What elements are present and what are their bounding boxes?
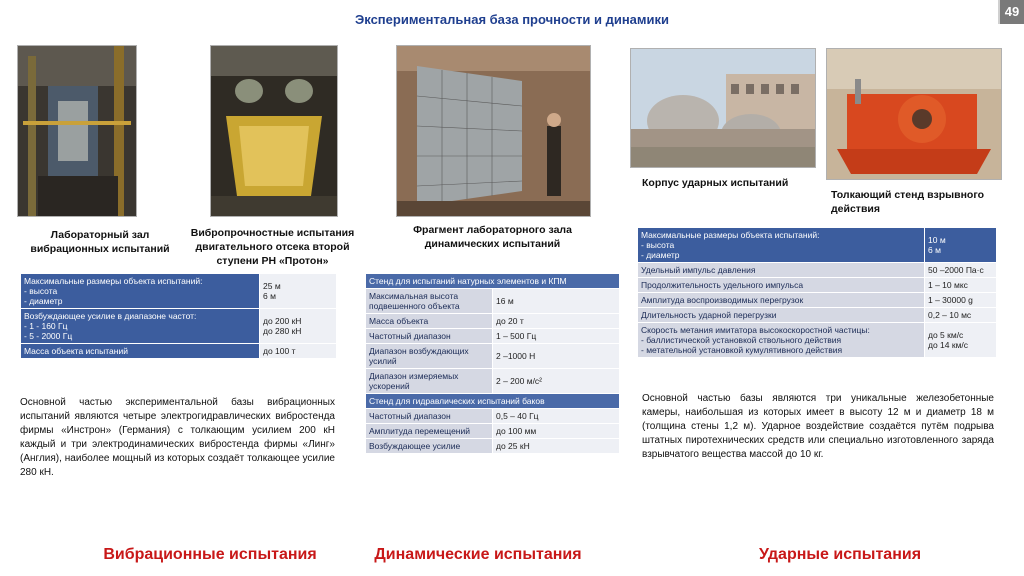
vibration-description: Основной частью экспериментальной базы вибрационных испытаний являются четыре электрогидравлических вибростенда фирмы «Инстрон» (Германия) с толкающим усилием 200 кН каждый и три электродинамических вибростенда фирмы «Линг» (Англия), наиболее мощный из которых создаёт толкающее усилие 280 кН. <box>20 397 335 478</box>
table-header: Стенд для гидравлических испытаний баков <box>366 394 620 409</box>
spec-key: Удельный импульс давления <box>638 263 925 278</box>
table-row <box>21 309 337 344</box>
table-row <box>638 263 997 278</box>
vibration-hall-photo <box>17 45 137 217</box>
table-row <box>366 314 620 329</box>
spec-key: Амплитуда перемещений <box>366 424 493 439</box>
table-row <box>638 293 997 308</box>
page-number-badge: 49 <box>998 0 1024 24</box>
spec-value: 25 м 6 м <box>260 274 337 309</box>
table-row <box>366 439 620 454</box>
spec-value: 0,2 – 10 мс <box>925 308 997 323</box>
table-row <box>366 369 620 394</box>
table-header-row <box>366 394 620 409</box>
spec-key: Частотный диапазон <box>366 329 493 344</box>
spec-value: до 100 т <box>260 344 337 359</box>
explosive-stand-caption: Толкающий стенд взрывного действия <box>831 189 984 215</box>
dynamics-stand-table <box>365 273 620 454</box>
slide-title: Экспериментальная база прочности и динамики <box>354 12 670 27</box>
spec-key: Амплитуда воспроизводимых перегрузок <box>638 293 925 308</box>
spec-key: Длительность ударной перегрузки <box>638 308 925 323</box>
spec-key: Масса объекта <box>366 314 493 329</box>
spec-key: Максимальная высота подвешенного объекта <box>366 289 493 314</box>
spec-key: Диапазон возбуждающих усилий <box>366 344 493 369</box>
dynamics-hall-photo <box>396 45 591 217</box>
vibration-section-label: Вибрационные испытания <box>103 546 317 563</box>
shock-building-caption: Корпус ударных испытаний <box>642 177 789 189</box>
spec-value: 16 м <box>493 289 620 314</box>
table-row <box>366 344 620 369</box>
spec-key: Возбуждающее усилие в диапазоне частот: - 1 - 160 Гц - 5 - 2000 Гц <box>21 309 260 344</box>
table-row <box>638 228 997 263</box>
spec-value: 10 м 6 м <box>925 228 997 263</box>
proton-stage-photo <box>210 45 338 217</box>
spec-key: Максимальные размеры объекта испытаний: - высота - диаметр <box>21 274 260 309</box>
shock-section-label: Ударные испытания <box>758 546 922 563</box>
vibration-spec-table <box>20 273 337 359</box>
table-row <box>638 308 997 323</box>
spec-value: до 25 кН <box>493 439 620 454</box>
table-row <box>366 329 620 344</box>
vibration-hall-caption: Лабораторный зал вибрационных испытаний <box>30 229 170 255</box>
table-row <box>21 274 337 309</box>
shock-description: Основной частью базы являются три уникальные железобетонные камеры, наибольшая из которых имеет в высоту 12 м и диаметр 18 м (толщина стены 1,2 м). Ударное воздействие создаётся путём подрыва штатных пиротехнических средств или специально изготовленного заряда взрывчатого вещества массой до 10 кг. <box>642 393 994 460</box>
table-header-row <box>366 274 620 289</box>
shock-building-photo <box>630 48 816 168</box>
dynamics-section-label: Динамические испытания <box>374 546 582 563</box>
spec-value: 1 – 30000 g <box>925 293 997 308</box>
spec-value: 2 –1000 Н <box>493 344 620 369</box>
spec-value: 1 – 500 Гц <box>493 329 620 344</box>
spec-key: Максимальные размеры объекта испытаний: - высота - диаметр <box>638 228 925 263</box>
spec-key: Продолжительность удельного импульса <box>638 278 925 293</box>
spec-value: до 20 т <box>493 314 620 329</box>
spec-key: Масса объекта испытаний <box>21 344 260 359</box>
explosive-stand-photo <box>826 48 1002 180</box>
spec-value: до 200 кН до 280 кН <box>260 309 337 344</box>
table-header: Стенд для испытаний натурных элементов и КПМ <box>366 274 620 289</box>
spec-key: Частотный диапазон <box>366 409 493 424</box>
table-row <box>638 278 997 293</box>
shock-spec-table <box>637 227 997 358</box>
table-row <box>366 424 620 439</box>
table-row <box>21 344 337 359</box>
spec-value: до 100 мм <box>493 424 620 439</box>
spec-value: 50 –2000 Па·с <box>925 263 997 278</box>
spec-key: Скорость метания имитатора высокоскоростной частицы: - баллистической установкой ствольного действия - метательной установкой кумулятивного действия <box>638 323 925 358</box>
spec-value: 1 – 10 мкс <box>925 278 997 293</box>
table-row <box>638 323 997 358</box>
spec-key: Возбуждающее усилие <box>366 439 493 454</box>
spec-value: до 5 км/с до 14 км/с <box>925 323 997 358</box>
dynamics-hall-caption: Фрагмент лабораторного зала динамических испытаний <box>413 224 572 250</box>
spec-value: 2 – 200 м/с² <box>493 369 620 394</box>
table-row <box>366 409 620 424</box>
proton-stage-caption: Вибропрочностные испытания двигательного отсека второй ступени РН «Протон» <box>190 227 355 267</box>
spec-value: 0,5 – 40 Гц <box>493 409 620 424</box>
table-row <box>366 289 620 314</box>
spec-key: Диапазон измеряемых ускорений <box>366 369 493 394</box>
